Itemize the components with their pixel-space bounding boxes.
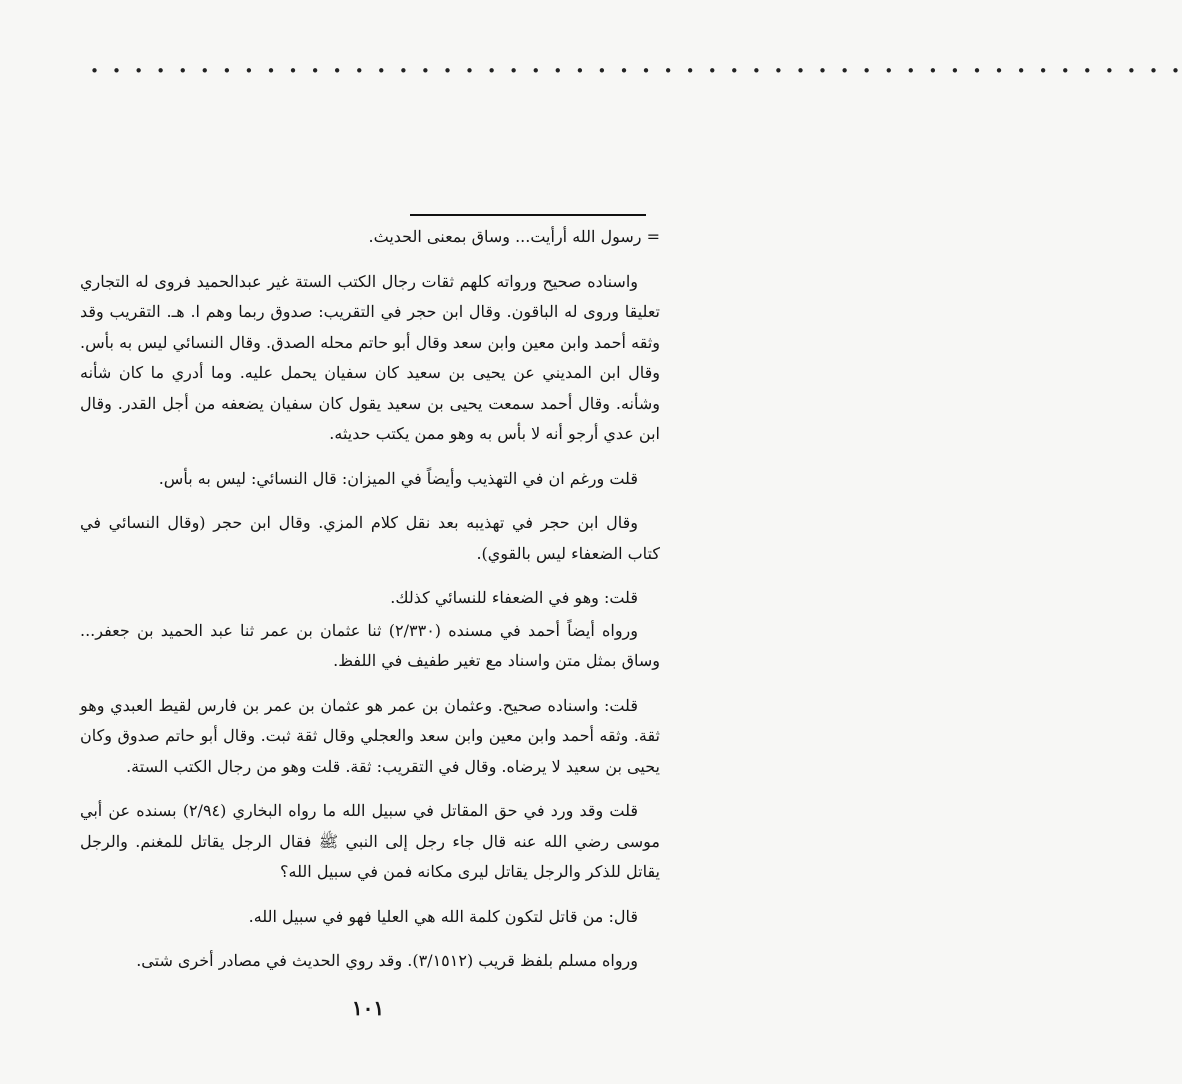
dotted-divider: • • • • • • • • • • • • • • • • • • • • • • • • • • • • • • • • • • • • • • • • • • • • • • • • • • [90,62,1182,80]
footnote-text-block [80,222,660,991]
page-number: ١٠١ [351,996,385,1020]
paragraph: = رسول الله أرأيت... وساق بمعنى الحديث. [368,227,660,246]
paragraph: ورواه أيضاً أحمد في مسنده (٢/٣٣٠) ثنا عثمان بن عمر ثنا عبد الحميد بن جعفر... وساق بمثل متن واسناد مع تغير طفيف في اللفظ. [80,620,660,670]
footnote-separator-rule [410,214,646,216]
paragraph: قلت: واسناده صحيح. وعثمان بن عمر هو عثمان بن عمر بن فارس لقيط العبدي وهو ثقة. وثقه أحمد وابن معين وابن سعد والعجلي وقال ثقة ثبت. وقال أبو حاتم صدوق وكان يحيى بن سعيد لا يرضاه. وقال في التقريب: ثقة. قلت وهو من رجال الكتب الستة. [80,695,660,776]
paragraph: وقال ابن حجر في تهذيبه بعد نقل كلام المزي. وقال ابن حجر (وقال النسائي في كتاب الضعفاء ليس بالقوي). [80,513,660,563]
paragraph: ورواه مسلم بلفظ قريب (٣/١٥١٢). وقد روي الحديث في مصادر أخرى شتى. [136,951,638,970]
paragraph: قلت: وهو في الضعفاء للنسائي كذلك. [390,588,638,607]
paragraph: قلت ورغم ان في التهذيب وأيضاً في الميزان: قال النسائي: ليس به بأس. [158,468,638,488]
paragraph: واسناده صحيح ورواته كلهم ثقات رجال الكتب الستة غير عبدالحميد فروى له التجاري تعليقا وروى له الباقون. وقال ابن حجر في التقريب: صدوق ربما وهم ا. هـ. التقريب وقد وثقه أحمد وابن معين وابن سعد وقال أبو حاتم محله الصدق. وقال النسائي ليس به بأس. وقال ابن المديني عن يحيى بن سعيد كان سفيان يحمل عليه. وما أدري ما كان شأنه وشأنه. وقال أحمد سمعت يحيى بن سعيد يقول كان سفيان يضعفه من أجل القدر. وقال ابن عدي أرجو أنه لا بأس به وهو ممن يكتب حديثه. [80,271,660,443]
paragraph: قلت وقد ورد في حق المقاتل في سبيل الله ما رواه البخاري (٢/٩٤) بسنده عن أبي موسى رضي الله عنه قال جاء رجل إلى النبي ﷺ فقال الرجل يقاتل للمغنم. والرجل يقاتل للذكر والرجل يقاتل ليرى مكانه فمن في سبيل الله؟ [80,801,660,881]
paragraph: قال: من قاتل لتكون كلمة الله هي العليا فهو في سبيل الله. [248,906,638,926]
